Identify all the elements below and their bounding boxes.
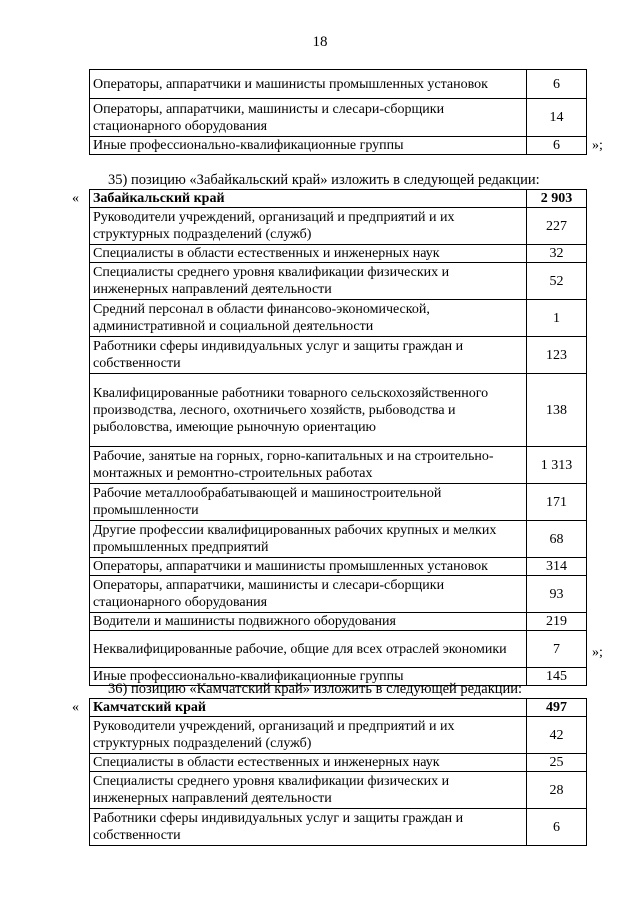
table-row <box>90 576 587 613</box>
row-label: Операторы, аппаратчики, машинисты и слесари-сборщики стационарного оборудования <box>90 576 527 613</box>
row-label: Операторы, аппаратчики, машинисты и слесари-сборщики стационарного оборудования <box>90 99 527 137</box>
row-value: 25 <box>527 754 587 772</box>
row-label: Неквалифицированные рабочие, общие для всех отраслей экономики <box>90 631 527 668</box>
row-value: 314 <box>527 558 587 576</box>
row-value: 7 <box>527 631 587 668</box>
row-value: 138 <box>527 374 587 447</box>
table-row <box>90 300 587 337</box>
opening-quote: « <box>72 191 79 206</box>
row-label: Квалифицированные работники товарного сельскохозяйственного производства, лесного, охотничьего хозяйств, рыбоводства и рыболовства, имеющие рыночную ориентацию <box>90 374 527 447</box>
region-total: 2 903 <box>527 190 587 208</box>
row-value: 1 <box>527 300 587 337</box>
row-label: Руководители учреждений, организаций и предприятий и их структурных подразделений (служб) <box>90 717 527 754</box>
closing-quote: »; <box>592 645 603 660</box>
row-value: 6 <box>527 809 587 846</box>
table-row <box>90 809 587 846</box>
table-row <box>90 631 587 668</box>
row-label: Иные профессионально-квалификационные группы <box>90 137 527 155</box>
table-row <box>90 613 587 631</box>
row-value: 32 <box>527 245 587 263</box>
row-label: Средний персонал в области финансово-экономической, административной и социальной деятельности <box>90 300 527 337</box>
page-number: 18 <box>312 34 328 50</box>
region-name: Камчатский край <box>90 699 527 717</box>
row-label: Иные профессионально-квалификационные группы <box>90 668 527 686</box>
table-row <box>90 484 587 521</box>
row-value: 123 <box>527 337 587 374</box>
row-label: Работники сферы индивидуальных услуг и защиты граждан и собственности <box>90 337 527 374</box>
row-label: Специалисты в области естественных и инженерных наук <box>90 245 527 263</box>
table-row <box>90 337 587 374</box>
row-value: 52 <box>527 263 587 300</box>
row-label: Операторы, аппаратчики и машинисты промышленных установок <box>90 558 527 576</box>
row-label: Операторы, аппаратчики и машинисты промышленных установок <box>90 70 527 99</box>
table-header-row <box>90 190 587 208</box>
table-row <box>90 754 587 772</box>
row-value: 93 <box>527 576 587 613</box>
row-label: Специалисты среднего уровня квалификации физических и инженерных направлений деятельности <box>90 263 527 300</box>
table-continuation <box>89 69 587 155</box>
row-label: Водители и машинисты подвижного оборудования <box>90 613 527 631</box>
row-value: 145 <box>527 668 587 686</box>
table-row <box>90 558 587 576</box>
table-row <box>90 99 587 137</box>
table-header-row <box>90 699 587 717</box>
table-row <box>90 245 587 263</box>
table-row <box>90 374 587 447</box>
section-36-intro: 36) позицию «Камчатский край» изложить в следующей редакции: <box>108 681 523 697</box>
region-name: Забайкальский край <box>90 190 527 208</box>
row-value: 14 <box>527 99 587 137</box>
row-value: 6 <box>527 70 587 99</box>
row-value: 28 <box>527 772 587 809</box>
closing-quote: »; <box>592 138 603 153</box>
table-row <box>90 137 587 155</box>
table-row <box>90 772 587 809</box>
row-value: 227 <box>527 208 587 245</box>
row-label: Рабочие, занятые на горных, горно-капитальных и на строительно-монтажных и ремонтно-строительных работах <box>90 447 527 484</box>
row-label: Другие профессии квалифицированных рабочих крупных и мелких промышленных предприятий <box>90 521 527 558</box>
table-row <box>90 263 587 300</box>
row-value: 42 <box>527 717 587 754</box>
row-value: 171 <box>527 484 587 521</box>
row-value: 1 313 <box>527 447 587 484</box>
row-value: 6 <box>527 137 587 155</box>
row-label: Специалисты в области естественных и инженерных наук <box>90 754 527 772</box>
table-row <box>90 208 587 245</box>
section-35-intro: 35) позицию «Забайкальский край» изложить в следующей редакции: <box>108 172 540 188</box>
table-row <box>90 521 587 558</box>
table-zabaikalsky <box>89 189 587 686</box>
table-row <box>90 717 587 754</box>
opening-quote: « <box>72 700 79 715</box>
region-total: 497 <box>527 699 587 717</box>
row-label: Работники сферы индивидуальных услуг и защиты граждан и собственности <box>90 809 527 846</box>
table-row <box>90 70 587 99</box>
row-value: 219 <box>527 613 587 631</box>
row-label: Руководители учреждений, организаций и предприятий и их структурных подразделений (служб) <box>90 208 527 245</box>
table-kamchatsky <box>89 698 587 846</box>
row-value: 68 <box>527 521 587 558</box>
row-label: Рабочие металлообрабатывающей и машиностроительной промышленности <box>90 484 527 521</box>
table-row <box>90 447 587 484</box>
row-label: Специалисты среднего уровня квалификации физических и инженерных направлений деятельности <box>90 772 527 809</box>
